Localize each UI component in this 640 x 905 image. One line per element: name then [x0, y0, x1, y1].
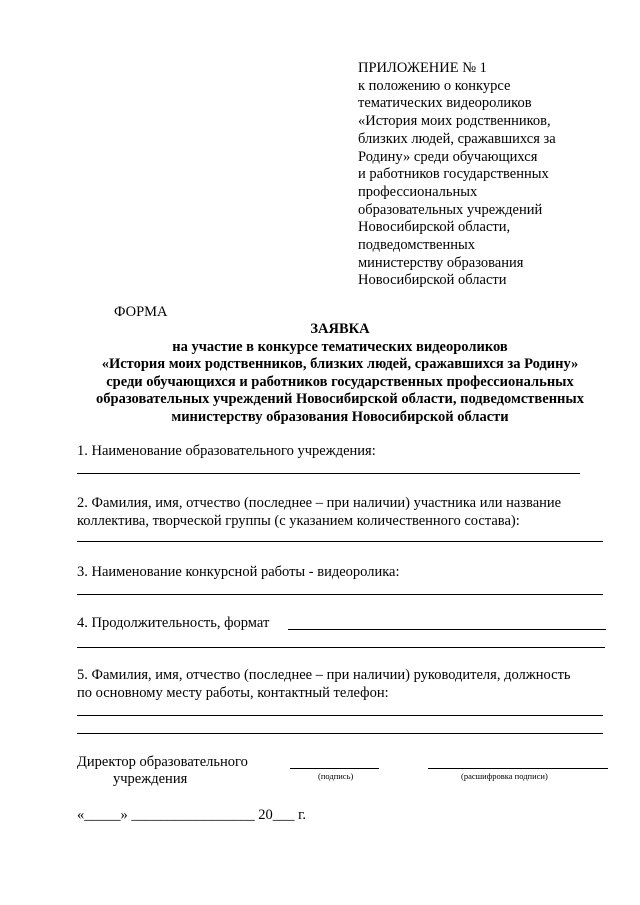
- field-4-line[interactable]: [77, 647, 605, 648]
- date-line: «_____» _________________ 20___ г.: [77, 807, 307, 823]
- appendix-line: подведомственных: [358, 237, 475, 254]
- field-4-inline-line[interactable]: [288, 629, 606, 630]
- signature-decode-caption: (расшифровка подписи): [461, 771, 548, 781]
- appendix-line: Новосибирской области: [358, 272, 507, 289]
- heading-line: среди обучающихся и работников государственных профессиональных: [106, 373, 574, 390]
- field-1-label: 1. Наименование образовательного учреждения:: [77, 443, 376, 459]
- appendix-line: близких людей, сражавшихся за: [358, 130, 556, 147]
- heading-line: на участие в конкурсе тематических видеороликов: [172, 338, 508, 355]
- field-1-line[interactable]: [77, 473, 580, 474]
- appendix-line: «История моих родственников,: [358, 113, 551, 130]
- field-3-label: 3. Наименование конкурсной работы - видеоролика:: [77, 564, 400, 580]
- signature-caption: (подпись): [318, 771, 354, 781]
- appendix-line: Новосибирской области,: [358, 219, 511, 236]
- heading-line: образовательных учреждений Новосибирской области, подведомственных: [96, 391, 584, 408]
- appendix-line: тематических видеороликов: [358, 95, 532, 112]
- heading-title: ЗАЯВКА: [310, 321, 370, 337]
- director-label-line2: учреждения: [113, 771, 188, 787]
- field-2-label-line1: 2. Фамилия, имя, отчество (последнее – при наличии) участника или название: [77, 495, 562, 511]
- appendix-block: [358, 60, 556, 290]
- field-5-label-line2: по основному месту работы, контактный телефон:: [77, 685, 389, 701]
- field-4-label: 4. Продолжительность, формат: [77, 615, 270, 631]
- field-3-line[interactable]: [77, 594, 603, 595]
- signature-decode-line[interactable]: [428, 768, 608, 769]
- field-5-label-line1: 5. Фамилия, имя, отчество (последнее – при наличии) руководителя, должность: [77, 667, 571, 683]
- director-label-line1: Директор образовательного: [77, 754, 248, 770]
- appendix-line: к положению о конкурсе: [358, 77, 511, 94]
- appendix-line: Родину» среди обучающихся: [358, 148, 538, 165]
- field-5-line-1[interactable]: [77, 715, 603, 716]
- heading-line: министерству образования Новосибирской области: [171, 408, 509, 425]
- signature-line[interactable]: [290, 768, 379, 769]
- application-heading: [40, 321, 640, 427]
- appendix-line: и работников государственных: [358, 166, 549, 183]
- field-5-line-2[interactable]: [77, 733, 603, 734]
- appendix-line: ПРИЛОЖЕНИЕ № 1: [358, 60, 487, 76]
- appendix-line: министерству образования: [358, 254, 524, 271]
- field-2-line[interactable]: [77, 541, 603, 542]
- appendix-line: профессиональных: [358, 183, 478, 200]
- form-label: ФОРМА: [114, 304, 168, 320]
- appendix-line: образовательных учреждений: [358, 201, 543, 218]
- heading-line: «История моих родственников, близких людей, сражавшихся за Родину»: [101, 356, 579, 373]
- field-2-label-line2: коллектива, творческой группы (с указанием количественного состава):: [77, 513, 520, 529]
